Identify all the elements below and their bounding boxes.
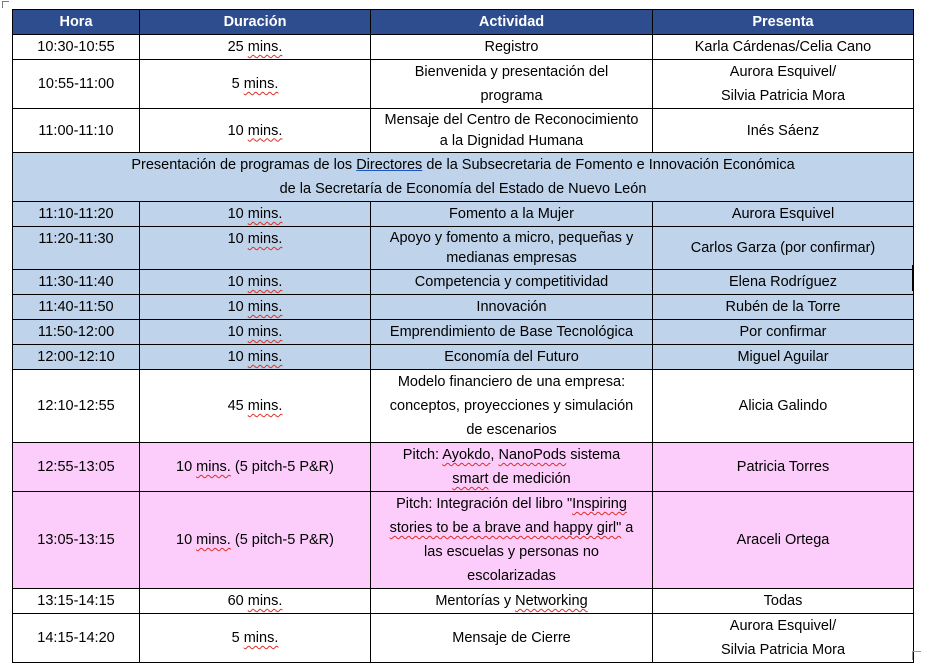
cell-duracion: 10 mins. [140,320,371,345]
cell-duracion: 10 mins. [140,227,371,270]
agenda-table [12,9,914,663]
cell-presenta: Alicia Galindo [653,370,914,443]
table-row [13,589,914,614]
header-duracion: Duración [140,10,371,35]
cell-hora: 13:05-13:15 [13,492,140,589]
cell-duracion: 5 mins. [140,60,371,109]
cell-hora: 10:55-11:00 [13,60,140,109]
cell-actividad: Economía del Futuro [371,345,653,370]
cell-actividad: Bienvenida y presentación del programa [371,60,653,109]
page-corner-mark-bottom [912,651,921,660]
cell-actividad: Modelo financiero de una empresa: conceptos, proyecciones y simulación de escenarios [371,370,653,443]
cell-actividad: Pitch: Ayokdo, NanoPods sistema smart de medición [371,443,653,492]
cell-actividad: Innovación [371,295,653,320]
cell-duracion: 45 mins. [140,370,371,443]
cell-actividad: Pitch: Integración del libro "Inspiring stories to be a brave and happy girl" a las escuelas y personas no escolarizadas [371,492,653,589]
table-row [13,270,914,295]
cell-presenta: Araceli Ortega [653,492,914,589]
cell-hora: 10:30-10:55 [13,35,140,60]
cell-hora: 11:00-11:10 [13,109,140,153]
cell-hora: 11:20-11:30 [13,227,140,270]
cell-presenta: Todas [653,589,914,614]
cell-actividad: Emprendimiento de Base Tecnológica [371,320,653,345]
cell-duracion: 60 mins. [140,589,371,614]
text-cursor [912,265,913,291]
section-heading: Presentación de programas de los Directores de la Subsecretaria de Fomento e Innovación Económica de la Secretaría de Economía del Estado de Nuevo León [13,153,914,202]
cell-actividad: Competencia y competitividad [371,270,653,295]
cell-hora: 11:40-11:50 [13,295,140,320]
cell-duracion: 10 mins. [140,109,371,153]
cell-hora: 12:00-12:10 [13,345,140,370]
cell-hora: 11:30-11:40 [13,270,140,295]
cell-presenta: Por confirmar [653,320,914,345]
cell-duracion: 10 mins. [140,345,371,370]
cell-duracion: 10 mins. [140,270,371,295]
table-row [13,109,914,153]
header-presenta: Presenta [653,10,914,35]
header-hora: Hora [13,10,140,35]
cell-hora: 11:50-12:00 [13,320,140,345]
cell-duracion: 25 mins. [140,35,371,60]
cell-duracion: 10 mins. [140,202,371,227]
cell-actividad: Mensaje de Cierre [371,614,653,663]
cell-presenta: Miguel Aguilar [653,345,914,370]
cell-hora: 14:15-14:20 [13,614,140,663]
cell-hora: 12:10-12:55 [13,370,140,443]
header-row [13,10,914,35]
table-row [13,202,914,227]
table-row [13,443,914,492]
cell-presenta: Rubén de la Torre [653,295,914,320]
cell-duracion: 10 mins. [140,295,371,320]
cell-actividad: Mensaje del Centro de Reconocimiento a la Dignidad Humana [371,109,653,153]
page-corner-mark [2,1,9,8]
cell-actividad: Fomento a la Mujer [371,202,653,227]
table-row [13,370,914,443]
table-row [13,492,914,589]
cell-presenta: Aurora Esquivel [653,202,914,227]
cell-actividad: Apoyo y fomento a micro, pequeñas y medianas empresas [371,227,653,270]
cell-duracion: 10 mins. (5 pitch-5 P&R) [140,492,371,589]
table-row [13,345,914,370]
cell-duracion: 5 mins. [140,614,371,663]
cell-hora: 13:15-14:15 [13,589,140,614]
table-row [13,295,914,320]
directores-link[interactable]: Directores [356,157,423,173]
table-row [13,35,914,60]
cell-presenta: Patricia Torres [653,443,914,492]
table-row [13,227,914,270]
cell-presenta: Aurora Esquivel/ Silvia Patricia Mora [653,614,914,663]
cell-presenta: Inés Sáenz [653,109,914,153]
header-actividad: Actividad [371,10,653,35]
cell-presenta: Karla Cárdenas/Celia Cano [653,35,914,60]
cell-actividad: Registro [371,35,653,60]
table-row [13,320,914,345]
table-row [13,614,914,663]
cell-hora: 11:10-11:20 [13,202,140,227]
table-row [13,60,914,109]
cell-presenta: Carlos Garza (por confirmar) [653,227,914,270]
cell-hora: 12:55-13:05 [13,443,140,492]
cell-presenta: Aurora Esquivel/ Silvia Patricia Mora [653,60,914,109]
section-row [13,153,914,202]
cell-duracion: 10 mins. (5 pitch-5 P&R) [140,443,371,492]
cell-actividad: Mentorías y Networking [371,589,653,614]
cell-presenta: Elena Rodríguez [653,270,914,295]
